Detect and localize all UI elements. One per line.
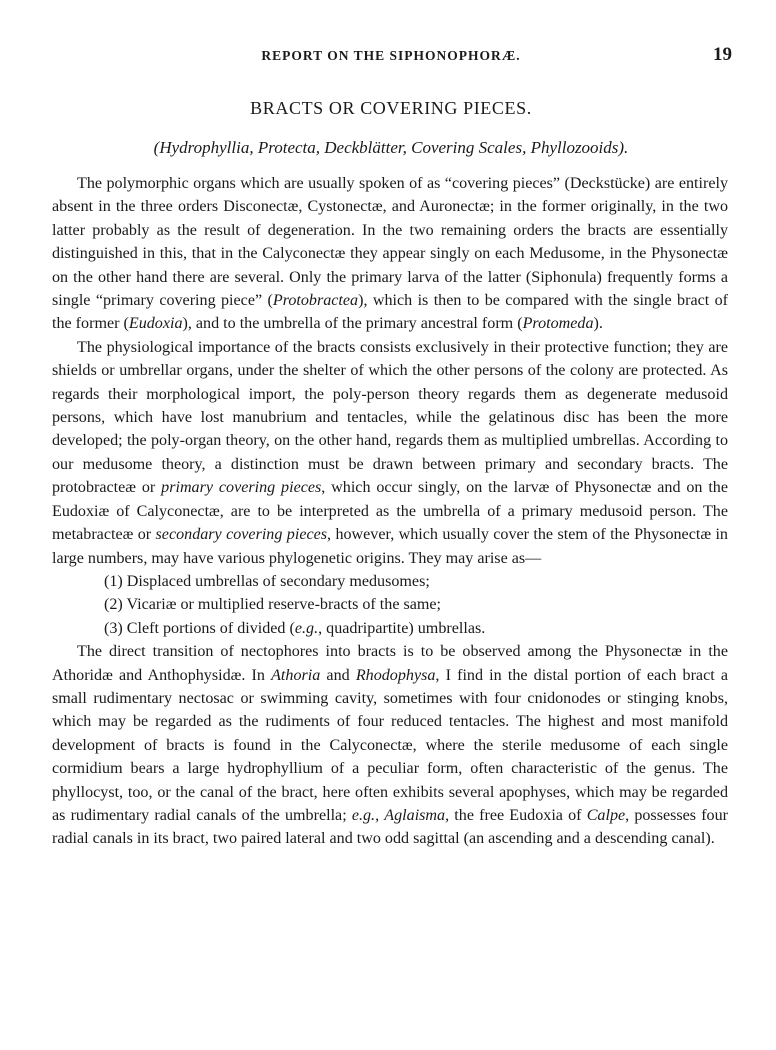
paragraph-transition: The direct transition of nectophores into bracts is to be observed among the Physonectæ in the Athoridæ and Anthophysidæ. In Athoria and Rhodophysa, I find in the distal portion of each bract a small rudimentary nectosac or swimming cavity, sometimes with four cnidonodes or stinging knobs, which may be regarded as the rudiments of four reduced tentacles. The highest and most manifold development of bracts is found in the Calyconectæ, where the sterile medusome of each single cormidium bears a large hydrophyllium of a peculiar form, often characteristic of the genus. The phyllocyst, too, or the canal of the bract, here often exhibits several apophyses, which may be regarded as rudimentary radial canals of the umbrella; e.g., Aglaisma, the free Eudoxia of Calpe, possesses four radial canals in its bract, two paired lateral and two odd sagittal (an ascending and a descending canal). [52, 643, 729, 848]
page-number: 19 [713, 44, 732, 65]
paragraph-intro: The polymorphic organs which are usually spoken of as “covering pieces” (Deckstücke) are entirely absent in the three orders Disconectæ, Cystonectæ, and Auronectæ; in the former originally, in the two latter probably as the result of degeneration. In the two remaining orders the bracts are essentially distinguished in this, that in the Calyconectæ they appear singly on each Medusome, in the Physonectæ on the other hand there are several. Only the primary larva of the latter (Siphonula) frequently forms a single “primary covering piece” (Protobractea), which is then to be compared with the single bract of the former (Eudoxia), and to the umbrella of the primary ancestral form (Protomeda). [52, 175, 728, 333]
list-item: (3) Cleft portions of divided (e.g., quadripartite) umbrellas. [104, 619, 486, 637]
paragraph-physiology: The physiological importance of the bracts consists exclusively in their protective function; they are shields or umbrellar organs, under the shelter of which the other persons of the colony are protected. As regards their morphological import, the poly-person theory regards them as degenerate medusoid persons, which have lost manubrium and tentacles, while the gelatinous disc has been the more developed; the poly-organ theory, on the other hand, regards them as multiplied umbrellas. According to our medusome theory, a distinction must be drawn between primary and secondary bracts. The protobracteæ or primary covering pieces, which occur singly, on the larvæ of Physonectæ and on the Eudoxiæ of Calyconectæ, are to be interpreted as the umbrella of a primary medusoid person. The metabracteæ or secondary covering pieces, however, which usually cover the stem of the Physonectæ in large numbers, may have various phylogenetic origins. They may arise as— [52, 338, 729, 567]
list-item: (2) Vicariæ or multiplied reserve-bracts of the same; [104, 596, 442, 614]
running-head: REPORT ON THE SIPHONOPHORÆ. [261, 48, 521, 63]
section-title: BRACTS OR COVERING PIECES. [250, 98, 532, 118]
origin-list [52, 570, 728, 640]
list-item: (1) Displaced umbrellas of secondary medusomes; [104, 572, 430, 590]
page-header [50, 44, 732, 68]
body-text [52, 172, 728, 851]
section-synonyms: (Hydrophyllia, Protecta, Deckblätter, Covering Scales, Phyllozooids). [153, 138, 629, 157]
